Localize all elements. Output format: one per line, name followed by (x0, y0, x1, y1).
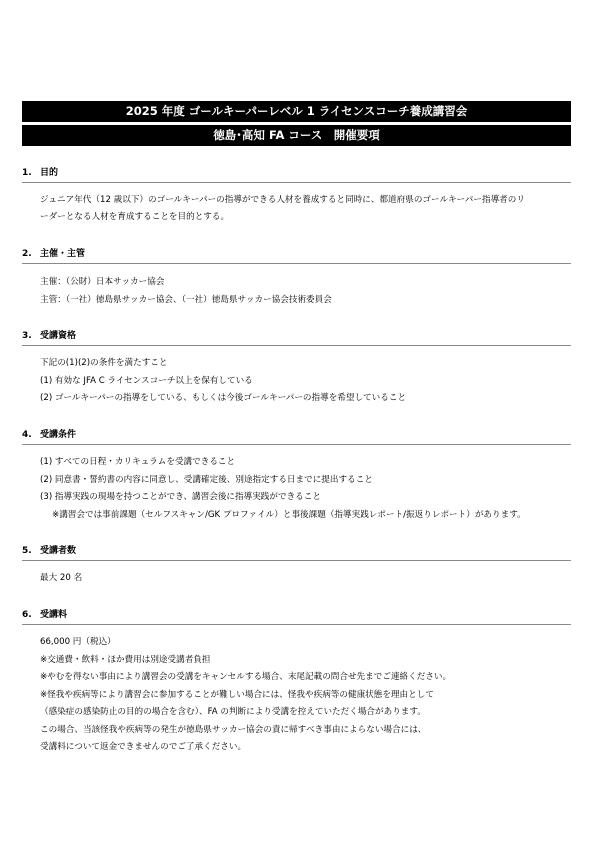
section-number: 4. (22, 430, 32, 440)
section-title: 受講料 (40, 610, 68, 620)
fee-line: 66,000 円（税込） (40, 637, 116, 647)
section-heading-fee (22, 609, 571, 625)
conditions-line: (1) すべての日程・カリキュラムを受講できること (40, 457, 236, 467)
section-heading-capacity (22, 545, 571, 561)
fee-line: ※交通費・飲料・ほか費用は別途受講者負担 (40, 655, 211, 665)
purpose-line: ーダーとなる人材を育成することを目的とする。 (40, 212, 230, 222)
fee-line: （感染症の感染防止の目的の場合を含む）、FA の判断により受講を控えていただく場合があります。 (40, 707, 426, 717)
organizer-line: 主管：（一社）徳島県サッカー協会、（一社）徳島県サッカー協会技術委員会 (40, 295, 332, 305)
purpose-line: ジュニア年代（12 歳以下）のゴールキーパーの指導ができる人材を養成すると同時に、都道府県のゴールキーパー指導者のリ (40, 195, 525, 205)
section-number: 2. (22, 249, 32, 259)
fee-line: 受講料について返金できませんのでご了承ください。 (40, 742, 247, 752)
section-title: 受講者数 (40, 546, 77, 556)
organizer-line: 主催：（公財）日本サッカー協会 (40, 277, 165, 287)
section-title: 目的 (40, 168, 59, 178)
conditions-note: ※講習会では事前課題（セルフスキャン/GK プロファイル）と事後課題（指導実践レポート/振返りレポート）があります。 (52, 510, 526, 520)
document-subtitle: 徳島･高知 FA コース 開催要項 (22, 125, 571, 146)
section-heading-purpose (22, 167, 571, 183)
section-number: 5. (22, 546, 32, 556)
section-number: 1. (22, 168, 32, 178)
eligibility-line: (2) ゴールキーパーの指導をしている、もしくは今後ゴールキーパーの指導を希望していること (40, 393, 407, 403)
section-heading-organizer (22, 248, 571, 264)
capacity-line: 最大 20 名 (40, 573, 83, 583)
section-title: 主催・主管 (40, 249, 86, 259)
fee-line: ※怪我や疾病等により講習会に参加することが難しい場合には、怪我や疾病等の健康状態を理由として (40, 690, 434, 700)
section-heading-conditions (22, 429, 571, 445)
document-title: 2025 年度 ゴールキーパーレベル 1 ライセンスコーチ養成講習会 (22, 101, 571, 122)
conditions-line: (3) 指導実践の現場を持つことができ、講習会後に指導実践ができること (40, 492, 321, 502)
eligibility-line: 下記の(1)(2)の条件を満たすこと (40, 358, 168, 368)
section-number: 6. (22, 610, 32, 620)
fee-line: この場合、当該怪我や疾病等の発生が徳島県サッカー協会の責に帰すべき事由によらない場合には、 (40, 725, 427, 735)
conditions-line: (2) 同意書・誓約書の内容に同意し、受講確定後、別途指定する日までに提出すること (40, 475, 373, 485)
section-title: 受講条件 (40, 430, 77, 440)
section-number: 3. (22, 331, 32, 341)
fee-line: ※やむを得ない事由により講習会の受講をキャンセルする場合、末尾記載の問合せ先までご連絡ください。 (40, 672, 452, 682)
section-heading-eligibility (22, 330, 571, 346)
section-title: 受講資格 (40, 331, 77, 341)
eligibility-line: (1) 有効な JFA C ライセンスコーチ以上を保有している (40, 376, 253, 386)
